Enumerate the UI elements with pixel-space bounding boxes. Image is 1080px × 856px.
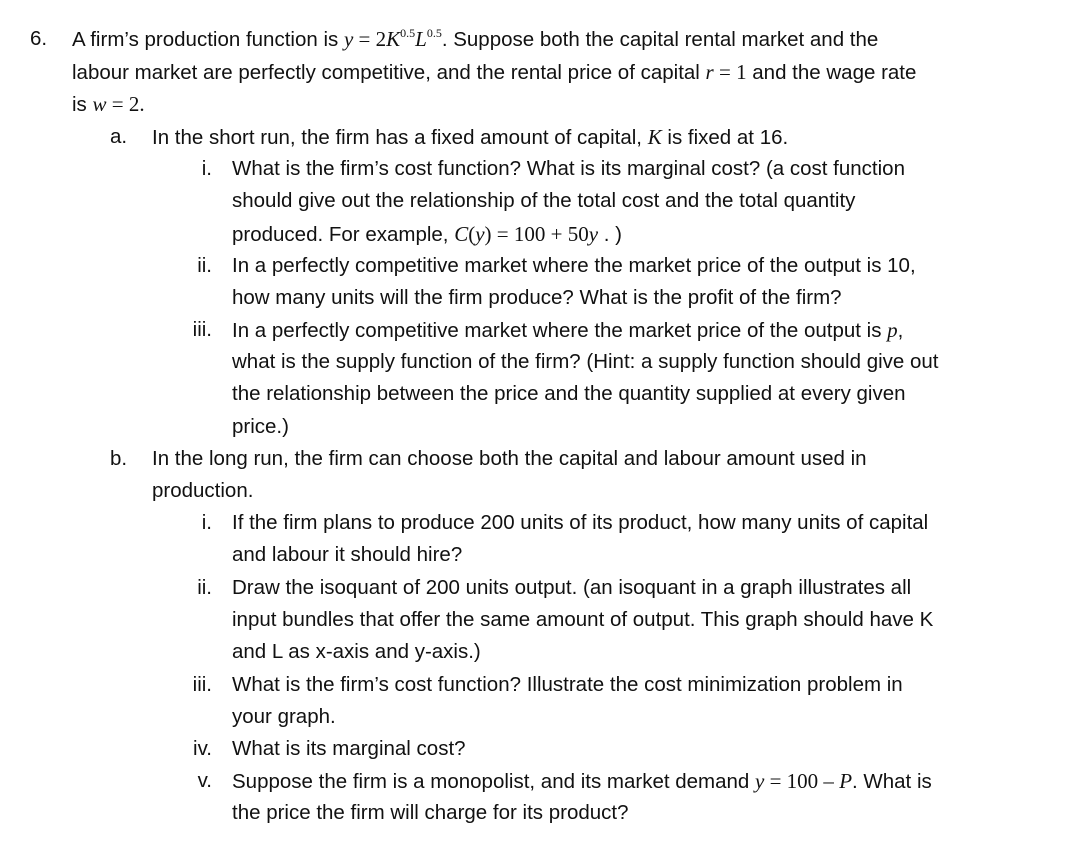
part-a-label: a. (110, 125, 128, 148)
part-a-ii-line-1: In a perfectly competitive market where the market price of the output is 10, (232, 254, 916, 277)
stem-text: is (72, 93, 93, 116)
math-var-C: C (454, 222, 469, 246)
part-a-i-line-3 (232, 218, 622, 251)
part-a-ii-number: ii. (197, 254, 212, 277)
part-b-iii-line-1: What is the firm’s cost function? Illustrate the cost minimization problem in (232, 673, 903, 696)
math-paren: ( (468, 222, 476, 246)
math-var-y: y (343, 27, 354, 51)
part-b-iv-number: iv. (193, 737, 212, 760)
math-exp-l: 0.5 (426, 26, 442, 40)
part-a-text: is fixed at 16. (661, 126, 789, 149)
question-number: 6. (30, 27, 48, 50)
part-b-i-line-1: If the firm plans to produce 200 units of its product, how many units of capital (232, 511, 929, 534)
question-stem-line-3 (72, 88, 145, 121)
part-b-iii-number: iii. (192, 673, 212, 696)
part-a-iii-number: iii. (192, 318, 212, 341)
part-b-ii-line-2: input bundles that offer the same amount of output. This graph should have K (232, 608, 934, 631)
part-b-v-line-2: the price the firm will charge for its product? (232, 801, 629, 824)
math-var-y: y (755, 769, 765, 793)
part-a-iii-line-3: the relationship between the price and the quantity supplied at every given (232, 382, 906, 405)
math-var-r: r (705, 60, 714, 84)
math-var-w: w (92, 92, 107, 116)
math-var-K: K (386, 27, 401, 51)
math-expr: = 100 – (764, 769, 840, 793)
part-a-iii-text: In a perfectly competitive market where the market price of the output is (232, 319, 888, 342)
question-stem-line-2 (72, 56, 916, 89)
math-eq: = 2. (106, 92, 145, 116)
part-b-ii-line-3: and L as x-axis and y-axis.) (232, 640, 481, 663)
part-b-i-line-2: and labour it should hire? (232, 543, 463, 566)
part-b-iii-line-2: your graph. (232, 705, 336, 728)
part-b-intro-line-2: production. (152, 479, 254, 502)
math-expr: ) = 100 + 50 (484, 222, 589, 246)
part-a-i-number: i. (201, 157, 212, 180)
part-b-i-number: i. (201, 511, 212, 534)
part-b-label: b. (110, 447, 128, 470)
part-a-iii-line-1 (232, 314, 903, 347)
math-eq: = 2 (353, 27, 387, 51)
part-a-iii-line-2: what is the supply function of the firm? (Hint: a supply function should give out (232, 350, 939, 373)
question-stem-line-1 (72, 23, 878, 56)
math-var-y: y (475, 222, 485, 246)
part-a-intro (152, 121, 788, 154)
part-a-i-text: produced. For example, (232, 223, 455, 246)
math-eq: = 1 (713, 60, 747, 84)
math-var-p: p (887, 318, 898, 342)
part-b-ii-number: ii. (197, 576, 212, 599)
part-a-text: In the short run, the firm has a fixed amount of capital, (152, 126, 648, 149)
math-var-L: L (415, 27, 427, 51)
part-a-i-line-1: What is the firm’s cost function? What is its marginal cost? (a cost function (232, 157, 905, 180)
stem-text: . Suppose both the capital rental market and the (441, 28, 879, 51)
stem-text: labour market are perfectly competitive, and the rental price of capital (72, 61, 706, 84)
part-b-v-text: Suppose the firm is a monopolist, and its market demand (232, 770, 756, 793)
part-b-v-text: . What is (852, 770, 932, 793)
stem-text: A firm’s production function is (72, 28, 344, 51)
part-b-v-line-1 (232, 765, 932, 798)
part-a-i-line-2: should give out the relationship of the total cost and the total quantity (232, 189, 856, 212)
part-b-iv-line-1: What is its marginal cost? (232, 737, 466, 760)
stem-text: and the wage rate (746, 61, 917, 84)
math-var-K: K (647, 125, 662, 149)
part-a-i-text: . ) (598, 223, 622, 246)
part-a-ii-line-2: how many units will the firm produce? What is the profit of the firm? (232, 286, 842, 309)
math-var-P: P (839, 769, 853, 793)
part-b-intro-line-1: In the long run, the firm can choose both the capital and labour amount used in (152, 447, 867, 470)
part-a-iii-text: , (897, 319, 904, 342)
part-a-iii-line-4: price.) (232, 415, 289, 438)
part-b-ii-line-1: Draw the isoquant of 200 units output. (an isoquant in a graph illustrates all (232, 576, 912, 599)
math-var-y: y (588, 222, 599, 246)
math-exp-k: 0.5 (400, 26, 416, 40)
part-b-v-number: v. (197, 769, 212, 792)
